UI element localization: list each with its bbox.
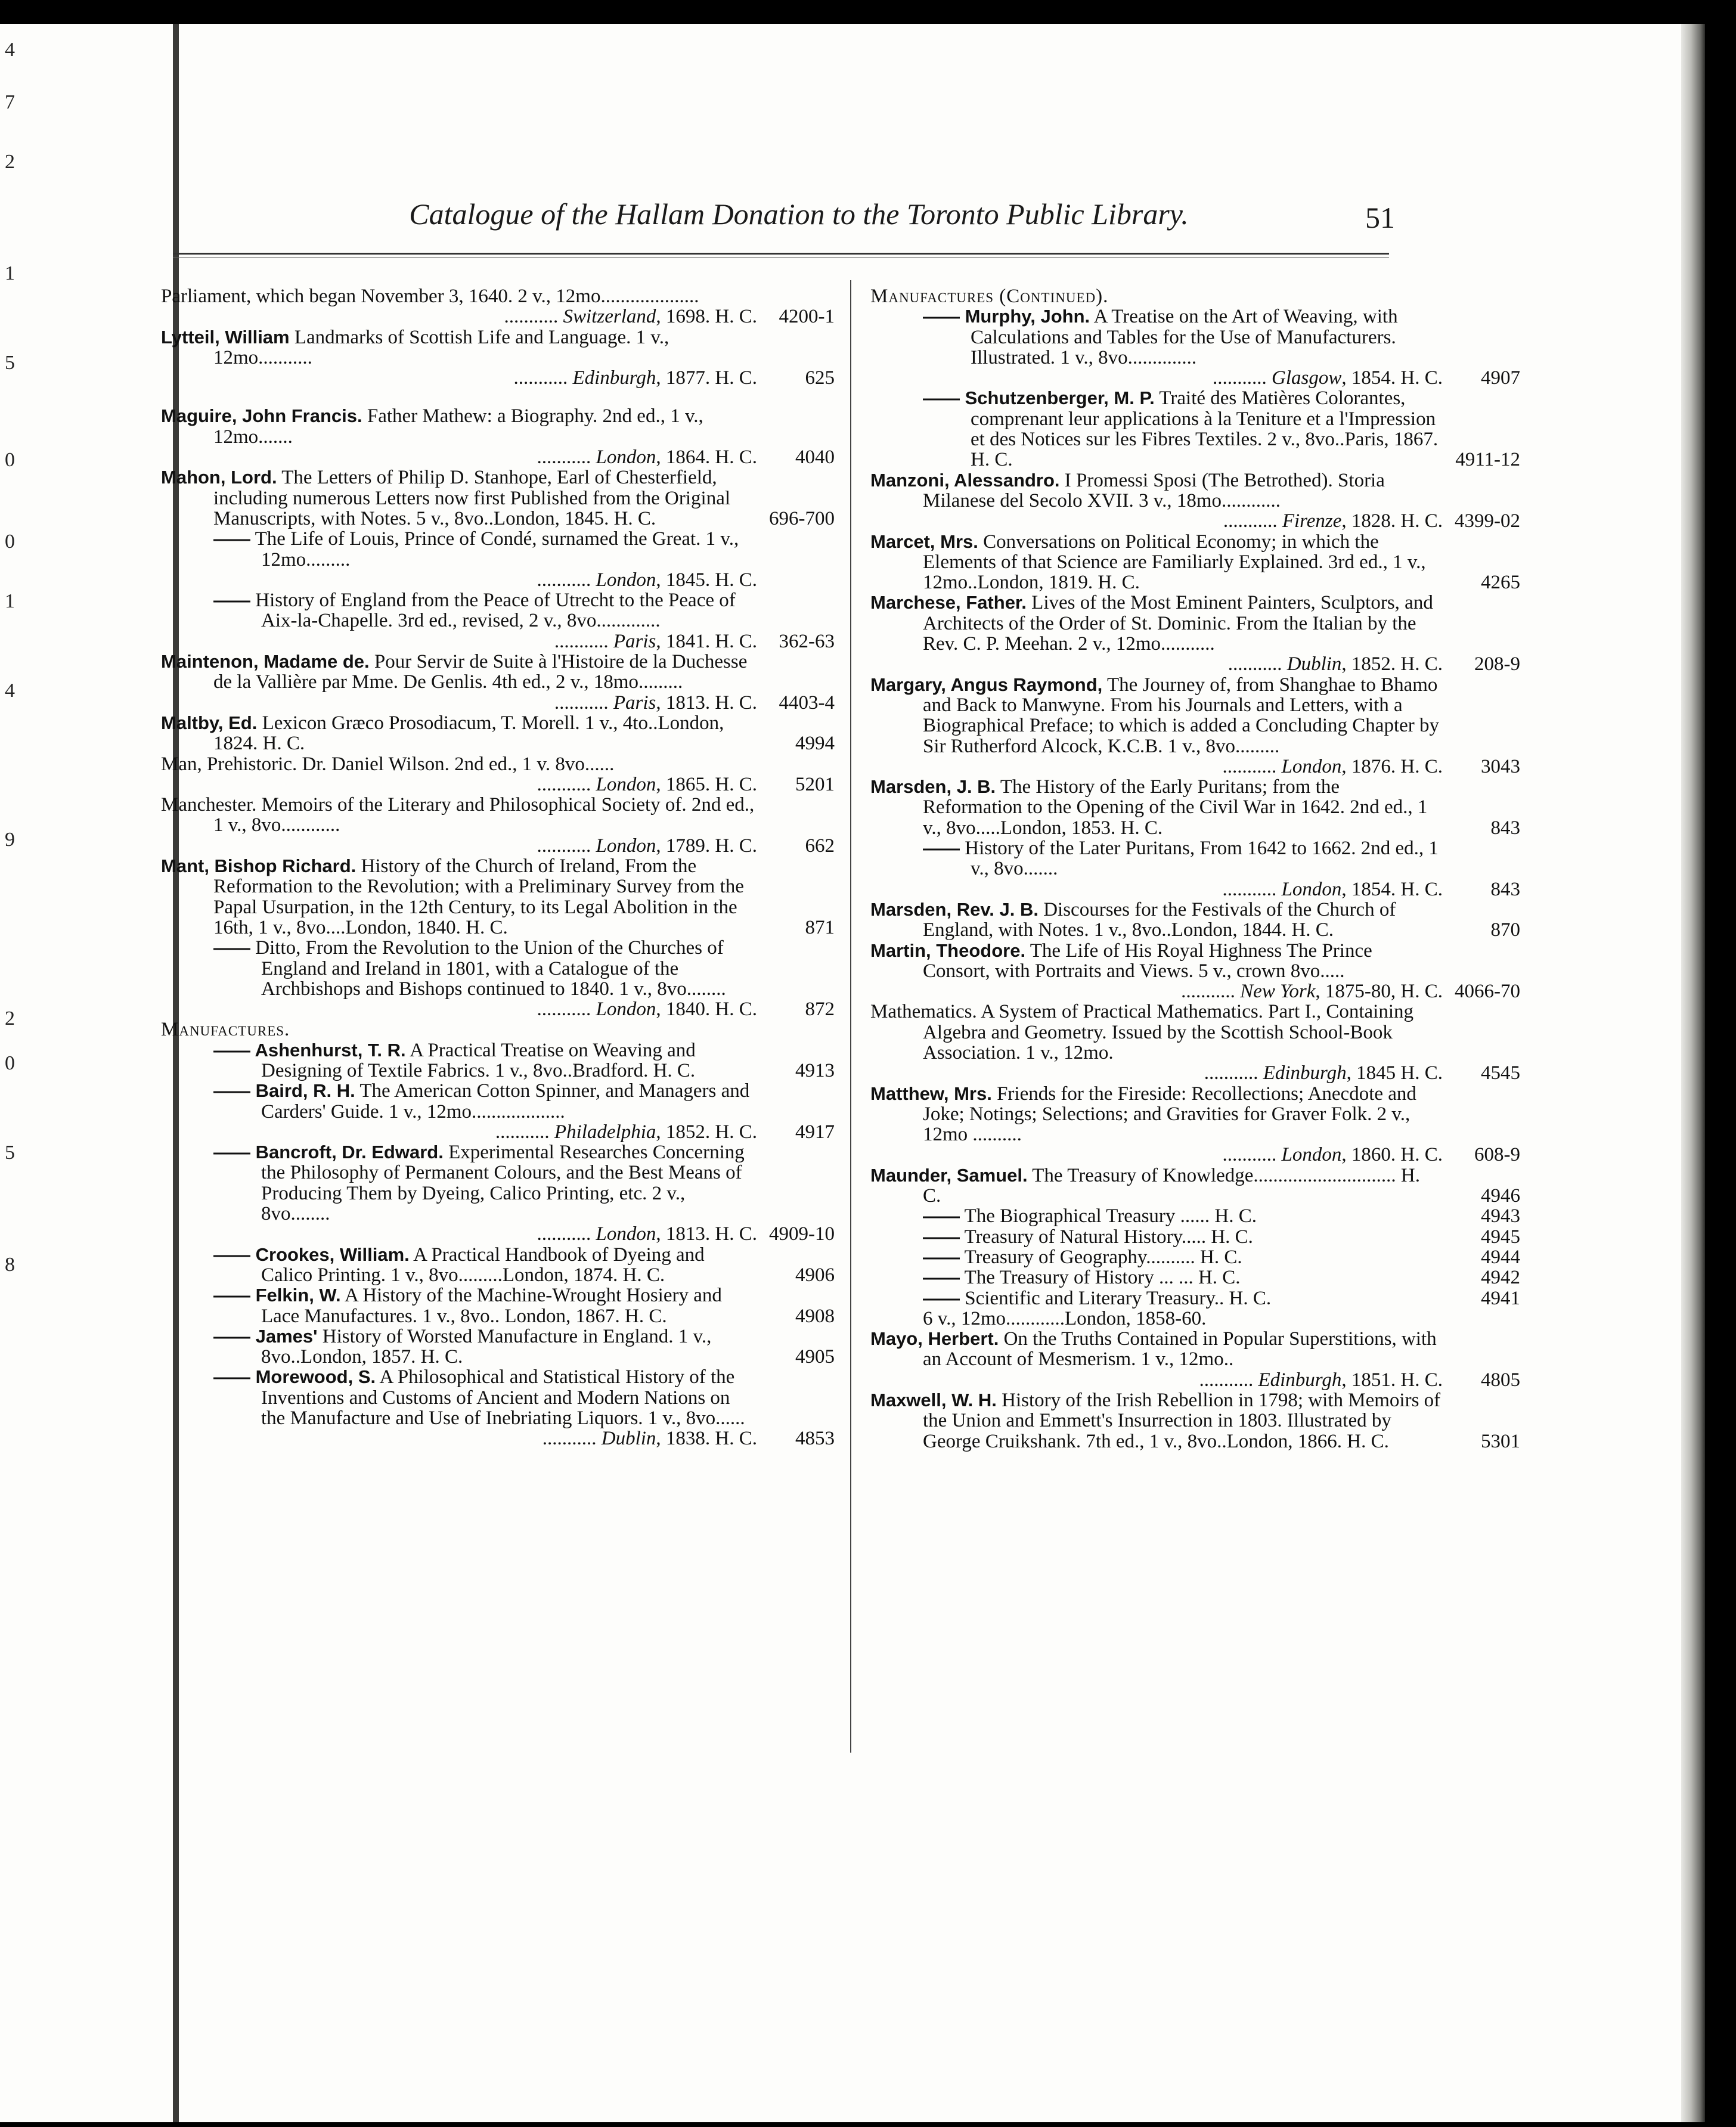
catalogue-entry: [161, 286, 835, 327]
catalogue-entry: [161, 1285, 835, 1326]
entry-year: , 1852.: [656, 1121, 711, 1143]
entry-number: 4941: [1481, 1287, 1520, 1309]
entry-code: H. C.: [1193, 1267, 1241, 1289]
entry-description: The Biographical Treasury ......: [960, 1205, 1210, 1227]
catalogue-entry: [161, 1367, 835, 1449]
entry-description: Treasury of Geography..........: [960, 1246, 1195, 1268]
margin-mark: 5: [5, 352, 15, 374]
entry-imprint: ........... London, 1845. H. C.: [537, 569, 757, 591]
catalogue-entry: [161, 938, 835, 1019]
entry-imprint: ........... New York, 1875-80, H. C.: [1181, 981, 1443, 1003]
entry-number: 4942: [1481, 1267, 1520, 1289]
entry-number: 4200-1: [779, 306, 835, 328]
entry-description: The American Cotton Spinner, and Managers and Carders' Guide. 1 v., 12mo...................: [261, 1080, 750, 1123]
entry-description: The Treasury of History ... ...: [960, 1267, 1194, 1289]
margin-mark: 2: [5, 1007, 15, 1030]
entry-code: H. C.: [1195, 1246, 1242, 1268]
entry-heading: —— Bancroft, Dr. Edward.: [213, 1142, 444, 1163]
entry-heading: Mayo, Herbert.: [870, 1328, 999, 1350]
entry-code: H. C.: [971, 449, 1013, 471]
entry-code: H. C.: [1093, 572, 1140, 594]
entry-description: Treasury of Natural History.....: [960, 1226, 1207, 1248]
entry-number: 4994: [795, 733, 835, 755]
catalogue-entry: [870, 1288, 1520, 1309]
entry-description: 6 v., 12mo............London, 1858-60.: [923, 1307, 1207, 1329]
catalogue-entry: [870, 593, 1520, 674]
entry-code: H. C.: [619, 1305, 667, 1327]
entry-imprint: ........... London, 1865. H. C.: [537, 773, 757, 795]
entry-number: 4909-10: [769, 1223, 835, 1245]
entry-year: , 1838.: [656, 1428, 711, 1450]
entry-heading: ——: [923, 1226, 960, 1247]
entry-imprint: ........... Dublin, 1852. H. C.: [1227, 653, 1443, 675]
catalogue-entry: [870, 1329, 1520, 1390]
entry-place: Dublin: [1286, 653, 1342, 675]
entry-imprint: ........... Edinburgh, 1851. H. C.: [1199, 1369, 1443, 1391]
entry-description: A Practical Handbook of Dyeing and Calico Printing. 1 v., 8vo.........London, 1874.: [261, 1244, 705, 1286]
running-title: Catalogue of the Hallam Donation to the Toronto Public Library.: [409, 197, 1189, 231]
entry-code: H. C.: [648, 1059, 696, 1081]
margin-mark: 4: [5, 39, 15, 61]
entry-number: 4911-12: [1455, 449, 1520, 471]
margin-mark: 4: [5, 680, 15, 702]
entry-imprint: ........... Glasgow, 1854. H. C.: [1213, 367, 1443, 389]
entry-heading: —— Felkin, W.: [213, 1285, 341, 1306]
facing-page-edge: [0, 24, 179, 2122]
margin-mark: 7: [5, 91, 15, 113]
catalogue-entry: [870, 838, 1520, 900]
entry-code: H. C.: [609, 507, 656, 529]
entry-code: H. C.: [710, 569, 757, 591]
catalogue-entry: [161, 1040, 835, 1081]
entry-number: 4545: [1481, 1062, 1520, 1084]
entry-description: The Life of His Royal Highness The Prince Consort, with Portraits and Views. 5 v., crown 8vo.....: [923, 940, 1372, 982]
entry-code: H. C.: [1224, 1287, 1272, 1309]
entry-number: 872: [805, 999, 835, 1021]
entry-description: The History of the Early Puritans; from the Reformation to the Opening of the Civil War in 1642. 2nd ed., 1 v., 8vo.....London, 1853.: [923, 776, 1428, 839]
catalogue-entry: [161, 795, 835, 856]
entry-year: , 1877.: [656, 367, 711, 389]
entry-code: H. C.: [710, 447, 757, 469]
catalogue-entry: [161, 529, 835, 590]
entry-place: Philadelphia: [554, 1121, 656, 1143]
entry-description: A Philosophical and Statistical History of the Inventions and Customs of Ancient and Modern Nations on the Manufacture and Use of Inebriating Liquors. 1 v., 8vo......: [261, 1366, 745, 1430]
entry-place: Dublin: [601, 1428, 656, 1450]
entry-heading: ——: [923, 1287, 960, 1309]
entry-heading: Mahon, Lord.: [161, 467, 277, 488]
entry-description: Discourses for the Festivals of the Church of England, with Notes. 1 v., 8vo..London, 1844.: [923, 898, 1396, 941]
margin-mark: 2: [5, 150, 15, 173]
entry-description: Lives of the Most Eminent Painters, Sculptors, and Architects of the Order of St. Dominic. From the Italian by the Rev. C. P. Meehan. 2 v., 12mo...........: [923, 592, 1433, 655]
entry-place: Paris: [613, 630, 656, 652]
entry-heading: ——: [923, 838, 960, 859]
margin-mark: 1: [5, 590, 15, 612]
entry-code: H. C.: [1210, 1205, 1257, 1227]
entry-imprint: ........... London, 1876. H. C.: [1222, 755, 1443, 777]
entry-imprint: ........... London, 1813. H. C.: [537, 1223, 757, 1245]
entry-number: 4946: [1481, 1185, 1520, 1207]
catalogue-entry: [870, 1002, 1520, 1083]
catalogue-entry: [161, 1081, 835, 1142]
entry-code: H. C.: [710, 773, 757, 795]
entry-heading: Lytteil, William: [161, 326, 290, 348]
entry-year: , 1854.: [1341, 367, 1396, 389]
entry-heading: Maunder, Samuel.: [870, 1164, 1028, 1186]
section-heading: Manufactures (Continued).: [870, 286, 1109, 307]
entry-imprint: ........... London, 1860. H. C.: [1222, 1144, 1443, 1166]
entry-year: , 1840.: [656, 999, 711, 1021]
entry-imprint: ........... Switzerland, 1698. H. C.: [504, 306, 757, 328]
entry-place: Edinburgh: [1263, 1062, 1347, 1084]
entry-imprint: ........... Dublin, 1838. H. C.: [542, 1428, 757, 1450]
catalogue-entry: [161, 1245, 835, 1286]
entry-number: 4943: [1481, 1205, 1520, 1227]
entry-number: 4265: [1481, 572, 1520, 594]
entry-place: London: [1281, 878, 1342, 900]
entry-imprint: ........... Paris, 1813. H. C.: [554, 692, 757, 714]
catalogue-entry: [870, 1267, 1520, 1288]
entry-number: 4945: [1481, 1226, 1520, 1248]
entry-year: , 1698.: [656, 306, 711, 328]
margin-mark: 0: [5, 448, 15, 471]
facing-page-marks: [5, 24, 23, 2122]
entry-heading: —— Morewood, S.: [213, 1366, 376, 1388]
entry-number: 662: [805, 835, 835, 857]
entry-number: 608-9: [1474, 1144, 1520, 1166]
entry-year: , 1852.: [1341, 653, 1396, 675]
margin-mark: 0: [5, 531, 15, 553]
entry-description: Lexicon Græco Prosodiacum, T. Morell. 1 v., 4to..London, 1824.: [213, 712, 724, 755]
entry-year: , 1813.: [656, 692, 711, 714]
margin-mark: 5: [5, 1142, 15, 1164]
entry-number: 5201: [795, 773, 835, 795]
entry-year: , 1875-80,: [1315, 981, 1396, 1003]
catalogue-entry: [870, 900, 1520, 941]
catalogue-entry: [161, 467, 835, 529]
entry-number: 870: [1490, 919, 1520, 941]
entry-year: , 1865.: [656, 773, 711, 795]
entry-year: , 1860.: [1341, 1144, 1396, 1166]
entry-description: Conversations on Political Economy; in which the Elements of that Science are Familiarly Explained. 3rd ed., 1 v., 12mo..London, 1819.: [923, 531, 1426, 594]
entry-number: 4403-4: [779, 692, 835, 714]
entry-heading: Maguire, John Francis.: [161, 405, 362, 427]
entry-place: London: [596, 447, 656, 469]
entry-place: Firenze: [1282, 510, 1342, 532]
entry-code: H. C.: [710, 630, 757, 652]
entry-description: Experimental Researches Concerning the Philosophy of Permanent Colours, and the Best Means of Producing Them by Dyeing, Calico Printing, etc. 2 v., 8vo........: [261, 1142, 745, 1225]
margin-mark: 9: [5, 829, 15, 851]
entry-description: Parliament, which began November 3, 1640. 2 v., 12mo....................: [161, 286, 699, 307]
entry-heading: Marsden, J. B.: [870, 776, 996, 798]
entry-code: H. C.: [1286, 919, 1334, 941]
catalogue-entry: [870, 532, 1520, 593]
catalogue-entry: [161, 1019, 835, 1040]
catalogue-entry: [870, 1390, 1520, 1452]
catalogue-entry: [161, 754, 835, 795]
entry-code: H. C.: [1396, 755, 1443, 777]
entry-description: Traité des Matières Colorantes, comprenant leur applications à la Teniture et a l'Impression et des Notices sur les Fibres Textiles. 2 v., 8vo..Paris, 1867.: [971, 387, 1439, 451]
catalogue-entry: [161, 327, 835, 389]
catalogue-entry: [870, 1247, 1520, 1267]
entry-place: New York: [1240, 981, 1316, 1003]
entry-number: 625: [805, 367, 835, 389]
entry-heading: Matthew, Mrs.: [870, 1083, 992, 1104]
catalogue-entry: [870, 286, 1520, 306]
entry-heading: ——: [213, 528, 250, 550]
entry-description: Landmarks of Scottish Life and Language. 1 v., 12mo...........: [213, 326, 669, 368]
entry-place: London: [596, 773, 656, 795]
entry-place: London: [1281, 755, 1342, 777]
entry-year: , 1845.: [656, 569, 711, 591]
entry-heading: —— James': [213, 1325, 318, 1347]
entry-code: H. C.: [710, 1121, 757, 1143]
catalogue-entry: [161, 856, 835, 938]
entry-description: Friends for the Fireside: Recollections; Anecdote and Joke; Notings; Selections; and Gravities for Graver Folk. 2 v., 12mo ..........: [923, 1083, 1416, 1146]
entry-number: 4853: [795, 1428, 835, 1450]
entry-heading: ——: [213, 937, 250, 959]
entry-number: 696-700: [769, 507, 835, 529]
entry-code: H. C.: [710, 1428, 757, 1450]
entry-heading: ——: [213, 590, 250, 611]
entry-description: Father Mathew: a Biography. 2nd ed., 1 v., 12mo.......: [213, 405, 703, 448]
catalogue-entry: [161, 406, 835, 467]
entry-code: H. C.: [923, 1164, 1421, 1207]
entry-place: London: [596, 1223, 656, 1245]
catalogue-entry: [870, 675, 1520, 777]
catalogue-entry: [870, 941, 1520, 1002]
entry-code: H. C.: [710, 367, 757, 389]
header-rule: [173, 253, 1389, 258]
entry-number: 4906: [795, 1264, 835, 1286]
entry-place: London: [1281, 1144, 1342, 1166]
entry-number: 4805: [1481, 1369, 1520, 1391]
catalogue-entry: [161, 1142, 835, 1244]
entry-description: History of the Irish Rebellion in 1798; with Memoirs of the Union and Emmett's Insurrection in 1803. Illustrated by George Cruikshank. 7th ed., 1 v., 8vo..London, 1866.: [923, 1390, 1441, 1452]
entry-place: Paris: [613, 692, 656, 714]
entry-description: The Journey of, from Shanghae to Bhamo and Back to Manwyne. From his Journals and Letters, with a Biographical Preface; to which is added a Concluding Chapter by Sir Rutherford Alcock, K.C.B. 1 v., 8vo.........: [923, 674, 1440, 757]
entry-year: , 1845: [1346, 1062, 1396, 1084]
entry-description: A Treatise on the Art of Weaving, with Calculations and Tables for the Use of Manufacturers. Illustrated. 1 v., 8vo..............: [971, 306, 1398, 368]
entry-code: H. C.: [618, 1264, 665, 1286]
entry-description: History of England from the Peace of Utrecht to the Peace of Aix-la-Chapelle. 3rd ed., revised, 2 v., 8vo.............: [250, 590, 736, 632]
entry-heading: —— Crookes, William.: [213, 1244, 410, 1265]
entry-description: History of the Church of Ireland, From the Reformation to the Revolution; with a Preliminary Survey from the Papal Usurpation, in the 12th Century, to its Legal Abolition in the 16th, 1 v., 8vo....London, 1840.: [213, 855, 744, 938]
entry-code: H. C.: [258, 733, 305, 755]
entry-year: , 1854.: [1341, 878, 1396, 900]
entry-code: H. C.: [460, 916, 508, 938]
entry-description: History of Worsted Manufacture in England. 1 v., 8vo..London, 1857.: [261, 1325, 712, 1368]
entry-number: 4040: [795, 447, 835, 469]
entry-code: H. C.: [1396, 1062, 1443, 1084]
entry-number: 4907: [1481, 367, 1520, 389]
entry-number: 4905: [795, 1346, 835, 1368]
entry-description: A Practical Treatise on Weaving and Designing of Textile Fabrics. 1 v., 8vo..Bradford.: [261, 1039, 696, 1081]
catalogue-entry: [870, 1206, 1520, 1226]
entry-imprint: ........... Philadelphia, 1852. H. C.: [495, 1121, 757, 1143]
column-divider: [850, 280, 851, 1753]
entry-description: The Letters of Philip D. Stanhope, Earl of Chesterfield, including numerous Letters now first Published from the Original Manuscripts, with Notes. 5 v., 8vo..London, 1845.: [213, 467, 731, 529]
entry-code: H. C.: [1396, 981, 1443, 1003]
entry-place: Switzerland: [563, 306, 656, 328]
entry-imprint: ........... London, 1864. H. C.: [537, 447, 757, 469]
entry-code: H. C.: [1342, 1430, 1389, 1452]
entry-code: H. C.: [710, 835, 757, 857]
entry-number: 4399-02: [1455, 510, 1520, 532]
entry-heading: ——: [923, 1267, 960, 1288]
entry-code: H. C.: [1115, 817, 1163, 839]
entry-number: 3043: [1481, 755, 1520, 777]
entry-year: , 1789.: [656, 835, 711, 857]
entry-number: 4066-70: [1455, 981, 1520, 1003]
entry-place: London: [596, 835, 656, 857]
entry-heading: Maxwell, W. H.: [870, 1390, 997, 1411]
entry-description: Mathematics. A System of Practical Mathematics. Part I., Containing Algebra and Geometry. Issued by the Scottish School-Book Association. 1 v., 12mo.: [870, 1001, 1413, 1064]
entry-number: 208-9: [1474, 653, 1520, 675]
entry-code: H. C.: [710, 692, 757, 714]
entry-description: The Life of Louis, Prince of Condé, surnamed the Great. 1 v., 12mo.........: [250, 528, 739, 570]
entry-code: H. C.: [1396, 653, 1443, 675]
entry-year: , 1876.: [1341, 755, 1396, 777]
catalogue-entry: [870, 1309, 1520, 1329]
entry-heading: Marchese, Father.: [870, 592, 1027, 613]
entry-code: H. C.: [1396, 878, 1443, 900]
entry-imprint: ........... London, 1840. H. C.: [537, 999, 757, 1021]
entry-year: , 1813.: [656, 1223, 711, 1245]
entry-number: 362-63: [779, 630, 835, 652]
entry-description: History of the Later Puritans, From 1642 to 1662. 2nd ed., 1 v., 8vo.......: [960, 838, 1439, 880]
margin-mark: 1: [5, 262, 15, 284]
entry-description: Scientific and Literary Treasury..: [960, 1287, 1224, 1309]
catalogue-entry: [161, 652, 835, 713]
entry-code: H. C.: [1396, 510, 1443, 532]
catalogue-entry: [161, 590, 835, 652]
margin-mark: 0: [5, 1052, 15, 1074]
entry-code: H. C.: [1206, 1226, 1253, 1248]
left-column: [161, 286, 835, 1449]
catalogue-entry: [870, 1084, 1520, 1165]
catalogue-entry: [870, 470, 1520, 532]
page-gutter: [1681, 24, 1705, 2122]
entry-number: 4917: [795, 1121, 835, 1143]
entry-number: 5301: [1481, 1430, 1520, 1452]
entry-heading: Marcet, Mrs.: [870, 531, 978, 552]
entry-imprint: ........... Firenze, 1828. H. C.: [1223, 510, 1443, 532]
catalogue-entry: [870, 777, 1520, 838]
entry-code: H. C.: [710, 1223, 757, 1245]
entry-number: 4908: [795, 1305, 835, 1327]
entry-code: H. C.: [1396, 1144, 1443, 1166]
catalogue-entry: [870, 388, 1520, 470]
entry-heading: Maintenon, Madame de.: [161, 651, 370, 672]
entry-year: , 1851.: [1341, 1369, 1396, 1391]
catalogue-entry: [161, 713, 835, 754]
entry-description: Ditto, From the Revolution to the Union of the Churches of England and Ireland in 1801, with a Catalogue of the Archbishops and Bishops continued to 1840. 1 v., 8vo........: [250, 937, 726, 1000]
entry-description: The Treasury of Knowledge.............................: [1027, 1164, 1396, 1186]
entry-description: On the Truths Contained in Popular Superstitions, with an Account of Mesmerism. 1 v., 12mo..: [923, 1328, 1437, 1371]
entry-place: Edinburgh: [572, 367, 656, 389]
entry-description: Manchester. Memoirs of the Literary and Philosophical Society of. 2nd ed., 1 v., 8vo............: [161, 794, 755, 836]
entry-heading: Marsden, Rev. J. B.: [870, 898, 1038, 920]
entry-heading: ——: [923, 1205, 960, 1227]
entry-imprint: ........... Edinburgh, 1845 H. C.: [1204, 1062, 1443, 1084]
entry-year: , 1828.: [1341, 510, 1396, 532]
entry-heading: Manzoni, Alessandro.: [870, 469, 1060, 491]
entry-place: London: [596, 569, 656, 591]
entry-description: Man, Prehistoric. Dr. Daniel Wilson. 2nd ed., 1 v. 8vo......: [161, 753, 615, 775]
catalogue-entry: [161, 1326, 835, 1368]
entry-heading: —— Murphy, John.: [923, 306, 1090, 327]
entry-number: 4944: [1481, 1246, 1520, 1268]
entry-year: , 1864.: [656, 447, 711, 469]
entry-heading: —— Ashenhurst, T. R.: [213, 1039, 406, 1061]
entry-imprint: ........... London, 1854. H. C.: [1222, 878, 1443, 900]
entry-code: H. C.: [710, 306, 757, 328]
entry-heading: Margary, Angus Raymond,: [870, 674, 1103, 695]
entry-code: H. C.: [1396, 1369, 1443, 1391]
entry-imprint: ........... Edinburgh, 1877. H. C.: [513, 367, 757, 389]
entry-code: H. C.: [1396, 367, 1443, 389]
entry-heading: Mant, Bishop Richard.: [161, 855, 356, 877]
section-heading: Manufactures.: [161, 1019, 290, 1041]
catalogue-entry: [870, 1165, 1520, 1207]
entry-description: A History of the Machine-Wrought Hosiery and Lace Manufactures. 1 v., 8vo.. London, 1867.: [261, 1285, 722, 1327]
entry-heading: Maltby, Ed.: [161, 712, 258, 733]
catalogue-entry: [870, 1227, 1520, 1247]
entry-place: Glasgow: [1272, 367, 1342, 389]
entry-imprint: ........... Paris, 1841. H. C.: [554, 630, 757, 652]
entry-year: , 1841.: [656, 630, 711, 652]
margin-mark: 8: [5, 1253, 15, 1276]
entry-place: London: [596, 999, 656, 1021]
catalogue-entry: [870, 306, 1520, 388]
entry-code: H. C.: [710, 999, 757, 1021]
entry-number: 871: [805, 916, 835, 938]
entry-number: 843: [1490, 878, 1520, 900]
entry-number: 4913: [795, 1059, 835, 1081]
entry-heading: —— Baird, R. H.: [213, 1080, 355, 1102]
entry-code: H. C.: [416, 1346, 463, 1368]
page-number: 51: [1365, 201, 1395, 234]
entry-heading: ——: [923, 1246, 960, 1267]
entry-description: I Promessi Sposi (The Betrothed). Storia Milanese del Secolo XVII. 3 v., 18mo............: [923, 469, 1385, 511]
right-column: [870, 286, 1520, 1452]
entry-imprint: ........... London, 1789. H. C.: [537, 835, 757, 857]
entry-place: Edinburgh: [1258, 1369, 1342, 1391]
entry-heading: Martin, Theodore.: [870, 940, 1026, 961]
entry-description: Pour Servir de Suite à l'Histoire de la Duchesse de la Vallière par Mme. De Genlis. 4th ed., 2 v., 18mo.........: [213, 651, 748, 693]
entry-number: 843: [1490, 817, 1520, 839]
entry-heading: —— Schutzenberger, M. P.: [923, 387, 1155, 409]
